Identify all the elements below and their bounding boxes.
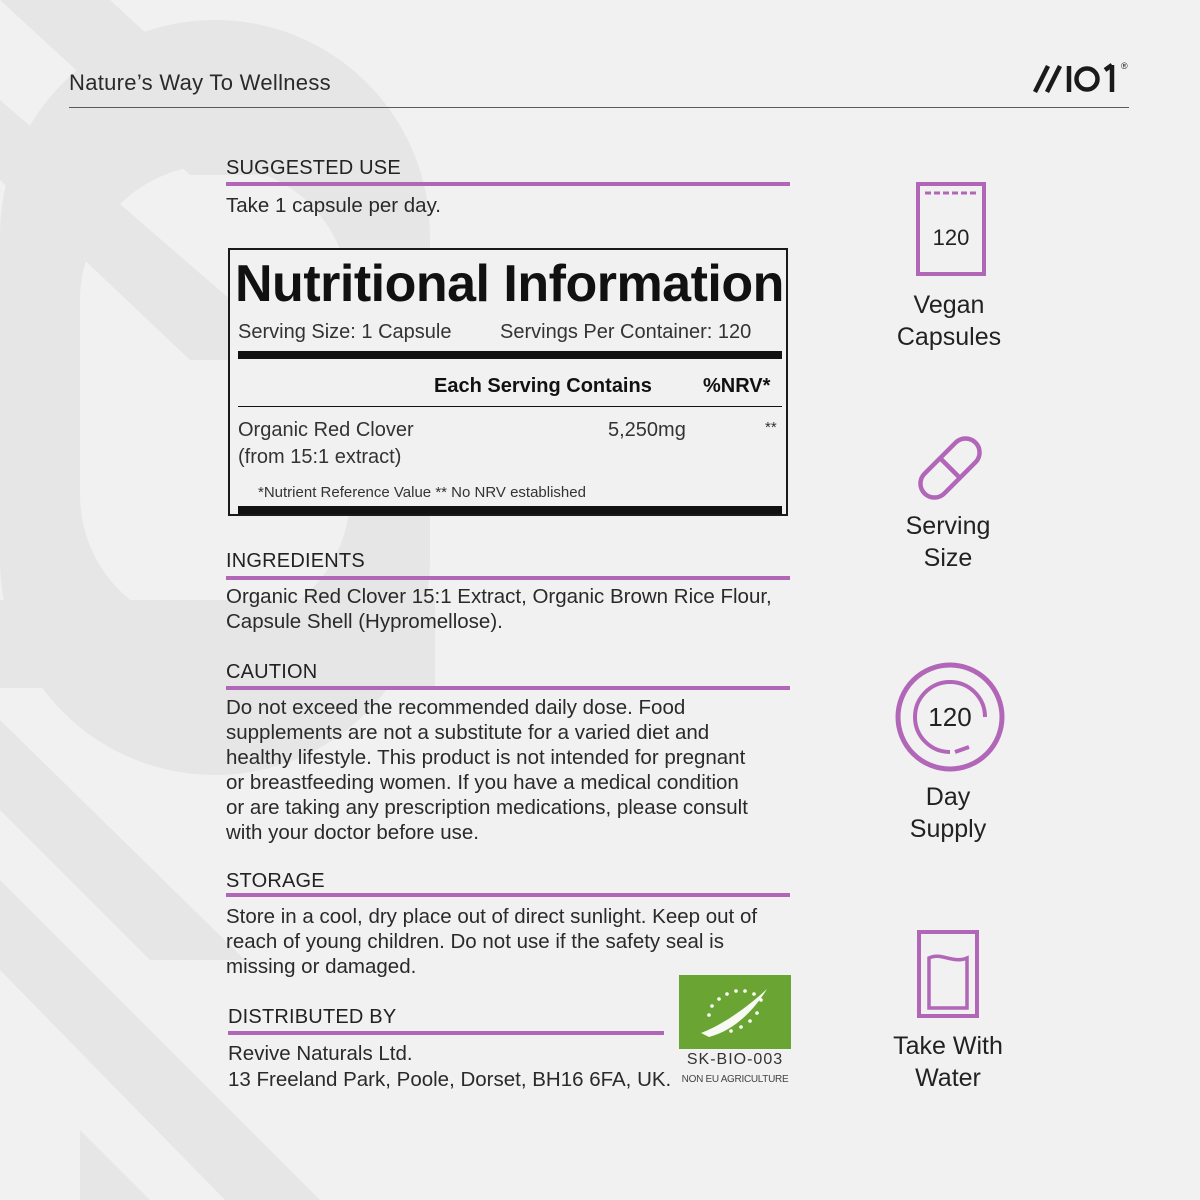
feature-take-with-water <box>848 1030 1048 1094</box>
suggested-use-rule <box>226 182 790 186</box>
caution-line-1: Do not exceed the recommended daily dose. Food <box>226 696 686 719</box>
caution-line-5: or are taking any prescription medications, please consult <box>226 796 748 819</box>
dial-count: 120 <box>928 702 972 732</box>
day-supply-dial-icon <box>893 660 1007 774</box>
ingredients-rule <box>226 576 790 580</box>
capsule-pouch-icon <box>905 180 995 280</box>
caution-rule <box>226 686 790 690</box>
feature-vegan-capsules <box>849 289 1049 353</box>
distributor-address: 13 Freeland Park, Poole, Dorset, BH16 6FA, UK. <box>228 1068 672 1091</box>
eu-organic-origin: NON EU AGRICULTURE <box>681 1074 789 1085</box>
eu-organic-leaf-logo <box>679 975 791 1049</box>
feature-4-line-1: Take With <box>893 1032 1003 1060</box>
pouch-count: 120 <box>932 225 970 250</box>
feature-day-supply <box>848 781 1048 845</box>
caution-line-3: healthy lifestyle. This product is not intended for pregnant <box>226 746 746 769</box>
feature-2-line-1: Serving <box>905 512 991 540</box>
feature-3-line-1: Day <box>925 783 971 811</box>
water-glass-icon <box>913 928 983 1020</box>
serving-size: Serving Size: 1 Capsule <box>238 321 452 343</box>
feature-1-line-2: Capsules <box>896 323 1002 351</box>
storage-line-2: reach of young children. Do not use if the safety seal is <box>226 930 724 953</box>
nutrition-facts-panel <box>228 248 788 516</box>
registered-mark: ® <box>1121 61 1128 71</box>
caution-line-6: with your doctor before use. <box>226 821 479 844</box>
distributor-name: Revive Naturals Ltd. <box>228 1042 413 1065</box>
eu-organic-code: SK-BIO-003 <box>686 1051 784 1068</box>
nrv-header: %NRV* <box>703 375 771 397</box>
suggested-use-text: Take 1 capsule per day. <box>226 194 441 217</box>
brand-tagline: Nature’s Way To Wellness <box>69 70 331 95</box>
brand-logo <box>1032 56 1132 102</box>
storage-heading: STORAGE <box>226 870 325 892</box>
ingredient-source: (from 15:1 extract) <box>238 446 402 468</box>
storage-line-1: Store in a cool, dry place out of direct sunlight. Keep out of <box>226 905 758 928</box>
distributed-rule <box>228 1031 664 1035</box>
nutrition-rule-bottom <box>238 506 782 514</box>
nutrition-rule-top <box>238 351 782 359</box>
storage-line-3: missing or damaged. <box>226 955 417 978</box>
feature-4-line-2: Water <box>915 1064 981 1092</box>
ingredient-nrv: ** <box>765 419 777 436</box>
caution-heading: CAUTION <box>226 661 318 683</box>
capsule-icon <box>910 432 990 504</box>
ingredient-name: Organic Red Clover <box>238 419 414 441</box>
feature-2-line-2: Size <box>923 544 973 572</box>
storage-rule <box>226 893 790 897</box>
servings-per-container: Servings Per Container: 120 <box>500 321 752 343</box>
feature-3-line-2: Supply <box>909 815 987 843</box>
ingredients-line-2: Capsule Shell (Hypromellose). <box>226 610 503 633</box>
nutrition-title: Nutritional Information <box>235 255 784 313</box>
caution-line-2: supplements are not a substitute for a varied diet and <box>226 721 710 744</box>
nrv-footnote: *Nutrient Reference Value ** No NRV established <box>258 484 586 501</box>
ingredient-amount: 5,250mg <box>608 419 686 441</box>
each-serving-header: Each Serving Contains <box>434 375 652 397</box>
suggested-use-heading: SUGGESTED USE <box>226 157 401 179</box>
header-divider <box>69 107 1129 108</box>
caution-line-4: or breastfeeding women. If you have a medical condition <box>226 771 739 794</box>
ingredients-heading: INGREDIENTS <box>226 550 365 572</box>
feature-serving-size <box>848 510 1048 574</box>
feature-1-line-1: Vegan <box>913 291 985 319</box>
ingredients-line-1: Organic Red Clover 15:1 Extract, Organic Brown Rice Flour, <box>226 585 772 608</box>
nutrition-rule-mid <box>238 406 782 407</box>
distributed-heading: DISTRIBUTED BY <box>228 1006 397 1028</box>
